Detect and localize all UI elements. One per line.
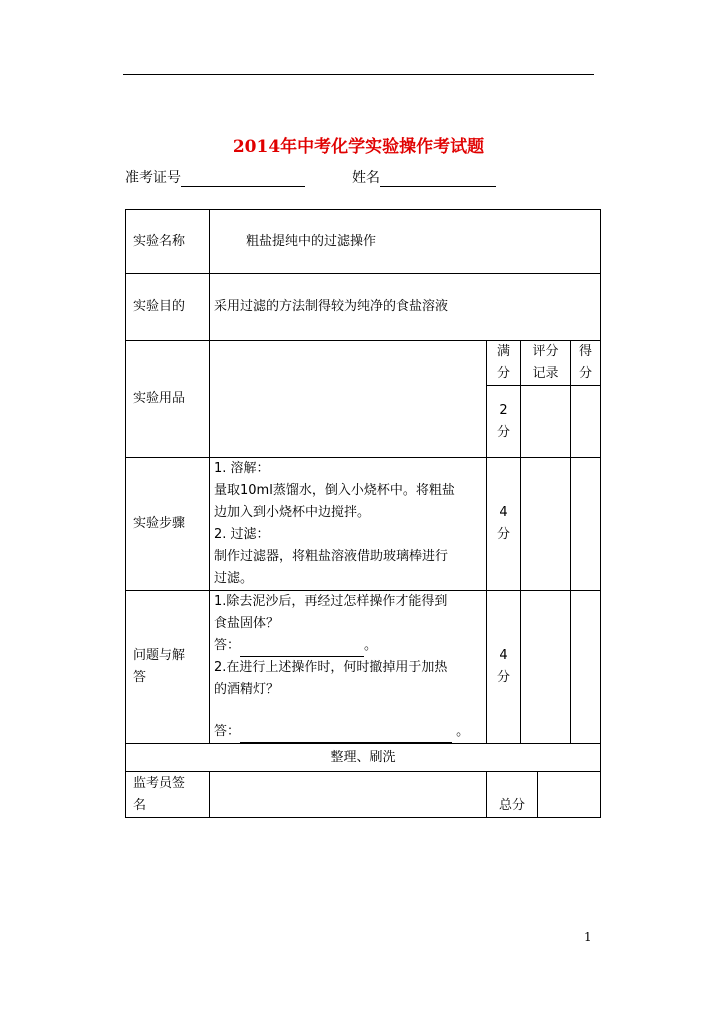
q1-line-2: 食盐固体？ xyxy=(214,616,280,631)
q2-line-1: 2.在进行上述操作时，何时撤掉用于加热 xyxy=(214,660,448,675)
qa-score-cell[interactable] xyxy=(571,591,601,744)
row-cleanup xyxy=(126,744,601,772)
answer-1-end: 。 xyxy=(364,638,378,653)
row-materials-header xyxy=(126,341,601,386)
ticket-number-label: 准考证号 xyxy=(125,170,181,186)
materials-value xyxy=(210,341,487,458)
steps-line-2: 量取10ml蒸馏水，倒入小烧杯中。将粗盐 xyxy=(214,483,455,498)
col-eval-line-2: 记录 xyxy=(532,366,559,381)
col-evaluation-header xyxy=(521,341,571,386)
row-purpose xyxy=(126,274,601,341)
qa-score-unit: 分 xyxy=(496,670,510,685)
cleanup-label: 整理、刷洗 xyxy=(126,744,601,772)
ticket-number-line xyxy=(125,167,305,187)
total-score-label: 总分 xyxy=(487,772,538,818)
q1-line-1: 1.除去泥沙后，再经过怎样操作才能得到 xyxy=(214,594,448,609)
col-got-line-2: 分 xyxy=(578,366,592,381)
steps-line-1: 1. 溶解： xyxy=(214,461,270,476)
steps-label: 实验步骤 xyxy=(126,458,210,591)
steps-full-marks xyxy=(487,458,521,591)
col-full-line-2: 分 xyxy=(496,366,510,381)
name-line xyxy=(352,167,496,187)
answer-1-line xyxy=(214,635,482,657)
steps-line-4: 2. 过滤： xyxy=(214,527,270,542)
proctor-label-line-2: 名 xyxy=(133,797,147,813)
answer-2-end: 。 xyxy=(452,724,470,739)
purpose-value: 采用过滤的方法制得较为纯净的食盐溶液 xyxy=(210,274,601,341)
qa-eval-cell[interactable] xyxy=(521,591,571,744)
purpose-label: 实验目的 xyxy=(126,274,210,341)
steps-line-6: 过滤。 xyxy=(214,571,254,586)
steps-line-5: 制作过滤器，将粗盐溶液借助玻璃棒进行 xyxy=(214,549,449,564)
answer-1-blank[interactable] xyxy=(240,641,364,657)
col-full-line-1: 满 xyxy=(496,344,510,359)
proctor-label-line-1: 监考员签 xyxy=(133,775,186,791)
col-got-line-1: 得 xyxy=(578,344,592,359)
proctor-signature-cell[interactable] xyxy=(210,772,487,818)
experiment-name-label: 实验名称 xyxy=(126,210,210,274)
answer-2-label: 答： xyxy=(214,724,241,739)
steps-content xyxy=(210,458,487,591)
materials-score-num: 2 xyxy=(499,402,508,418)
steps-score-cell[interactable] xyxy=(571,458,601,591)
steps-score-unit: 分 xyxy=(496,527,510,542)
steps-score-num: 4 xyxy=(499,505,508,520)
row-proctor xyxy=(126,772,601,818)
materials-score-cell[interactable] xyxy=(571,386,601,458)
qa-full-marks xyxy=(487,591,521,744)
col-full-marks-header xyxy=(487,341,521,386)
page-title: 2014年中考化学实验操作考试题 xyxy=(232,137,485,157)
qa-score-num: 4 xyxy=(499,648,508,663)
row-steps xyxy=(126,458,601,591)
materials-score-unit: 分 xyxy=(496,424,510,440)
qa-label-line-2: 答 xyxy=(133,670,147,685)
name-blank[interactable] xyxy=(380,170,496,187)
col-score-header xyxy=(571,341,601,386)
page-number: 1 xyxy=(584,930,592,944)
answer-2-line xyxy=(214,721,482,743)
qa-label xyxy=(126,591,210,744)
total-score-cell[interactable] xyxy=(538,772,601,818)
experiment-name-value: 粗盐提纯中的过滤操作 xyxy=(210,210,601,274)
header-rule xyxy=(123,74,594,75)
answer-1-label: 答： xyxy=(214,638,241,653)
answer-2-blank[interactable] xyxy=(240,727,452,743)
col-eval-line-1: 评分 xyxy=(532,344,559,359)
materials-full-marks xyxy=(487,386,521,458)
row-experiment-name xyxy=(126,210,601,274)
row-qa xyxy=(126,591,601,744)
ticket-number-blank[interactable] xyxy=(181,170,305,187)
materials-label: 实验用品 xyxy=(126,341,210,458)
qa-content xyxy=(210,591,487,744)
qa-spacer xyxy=(214,701,482,721)
proctor-label xyxy=(126,772,210,818)
materials-eval-cell[interactable] xyxy=(521,386,571,458)
name-label: 姓名 xyxy=(352,170,380,186)
qa-label-line-1: 问题与解 xyxy=(133,648,186,663)
q2-line-2: 的酒精灯？ xyxy=(214,682,280,697)
steps-line-3: 边加入到小烧杯中边搅拌。 xyxy=(214,505,371,520)
steps-eval-cell[interactable] xyxy=(521,458,571,591)
exam-table xyxy=(125,209,601,818)
